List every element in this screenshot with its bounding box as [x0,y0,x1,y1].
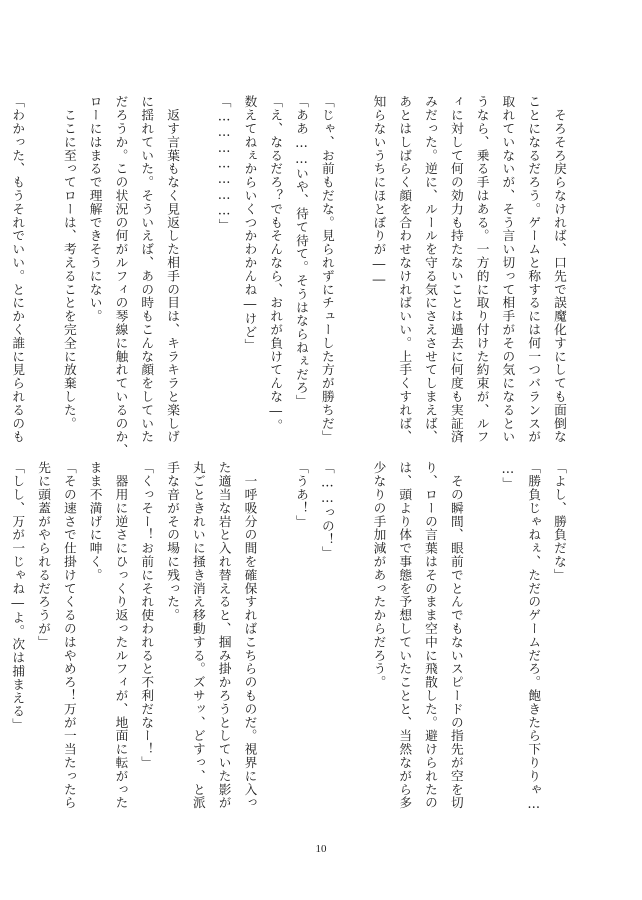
text-line: 「じゃ、お前もだな。見られずにチューした方が勝ちだ」 [319,95,335,444]
text-line: 一呼吸分の間を確保すればこちらのものだ。視界に入っ [242,461,258,810]
text-line: ここに至ってローは、考えることを完全に放棄した。 [61,95,77,430]
blank-line [469,461,495,803]
text-line: ことになるだろう。ゲームと称するには何一つバランスが [526,95,542,444]
text-line: 「ああ……いや、待て待て。そうはならねぇだろ」 [294,95,310,408]
blank-line [340,95,366,437]
upper-text-block [10,95,572,457]
text-line: た適当な岩と入れ替えると、掴み掛かろうとしていた影が [216,461,232,810]
text-line: 器用に逆さにひっくり返ったルフィが、地面に転がった [113,461,129,810]
text-line: 「うあ！」 [294,461,310,528]
blank-line [262,461,288,803]
text-line: は、頭より体で事態を予想していたことと、当然ながら多 [397,461,413,810]
text-line: 先に頭蓋がやられるだろうが」 [36,461,52,649]
text-line [0,461,4,803]
text-line: みだった。逆に、ルールを守る気にさえさせてしまえば、 [423,95,439,444]
page-number: 10 [315,843,327,855]
text-line: その瞬間、眼前でとんでもないスピードの指先が空を切 [448,461,464,810]
text-line: 「……っの！」 [319,461,335,560]
text-line: 「その速さで仕掛けてくるのはやめろ！万が一当たったら [61,461,77,810]
text-line: 「勝負じゃねぇ、ただのゲームだろ。飽きたら下りりゃ… [526,461,542,812]
text-line: うなら、乗る手はある。一方的に取り付けた約束が、ルフ [474,95,490,444]
text-line: 「わかった、もうそれでいい。とにかく誰に見られるのも [10,95,26,444]
lower-text-block [10,461,572,812]
text-line: あとはしばらく顔を合わせなければいい。上手くすれば、 [397,95,413,444]
text-line: 「しし、万が一じゃね―よ。次は捕まえる」 [10,461,26,732]
text-line: だろうか。この状況の何がルフィの琴線に触れているのか、 [113,95,129,457]
text-line: 「え、なるだろ？でもそんなら、おれが負けてんな―。 [268,95,284,433]
blank-line [185,95,211,437]
text-line: ローにはまるで理解できそうにない。 [87,95,103,323]
text-line: 数えてねぇからいくつかわかんね―けど」 [242,95,258,352]
text-line: まま不満げに呻く。 [87,461,103,582]
text-line: 「よし、勝負だな」 [552,461,567,582]
text-line: ィに対して何の効力も持たないことは過去に何度も実証済 [448,95,464,444]
text-line: 丸ごときれいに掻き消え移動する。ズサッ、どすっ、と派 [190,461,206,810]
blank-line [340,461,366,803]
text-line: に揺れていた。そういえば、あの時もこんな顔をしていた [139,95,155,444]
text-line: そろそろ戻らなければ、口先で誤魔化すにしても面倒な [552,95,567,444]
text-line: …」 [500,461,516,491]
text-line: 返す言葉もなく見返した相手の目は、キラキラと楽しげ [165,95,181,444]
text-line: 「くっそー！お前にそれ使われると不利だなー！」 [139,461,155,770]
text-line: 「…………………」 [216,95,232,232]
text-line: 取れていないが、そう言い切って相手がその気になるとい [500,95,516,444]
text-line: 知らないうちにほとぼりが―― [371,95,387,288]
text-line: 手な音がその場に残った。 [165,461,181,622]
text-line: 少なりの手加減があったからだろう。 [371,461,387,689]
blank-line [30,95,56,437]
text-line: り、ローの言葉はそのまま空中に飛散した。避けられたの [423,461,439,810]
